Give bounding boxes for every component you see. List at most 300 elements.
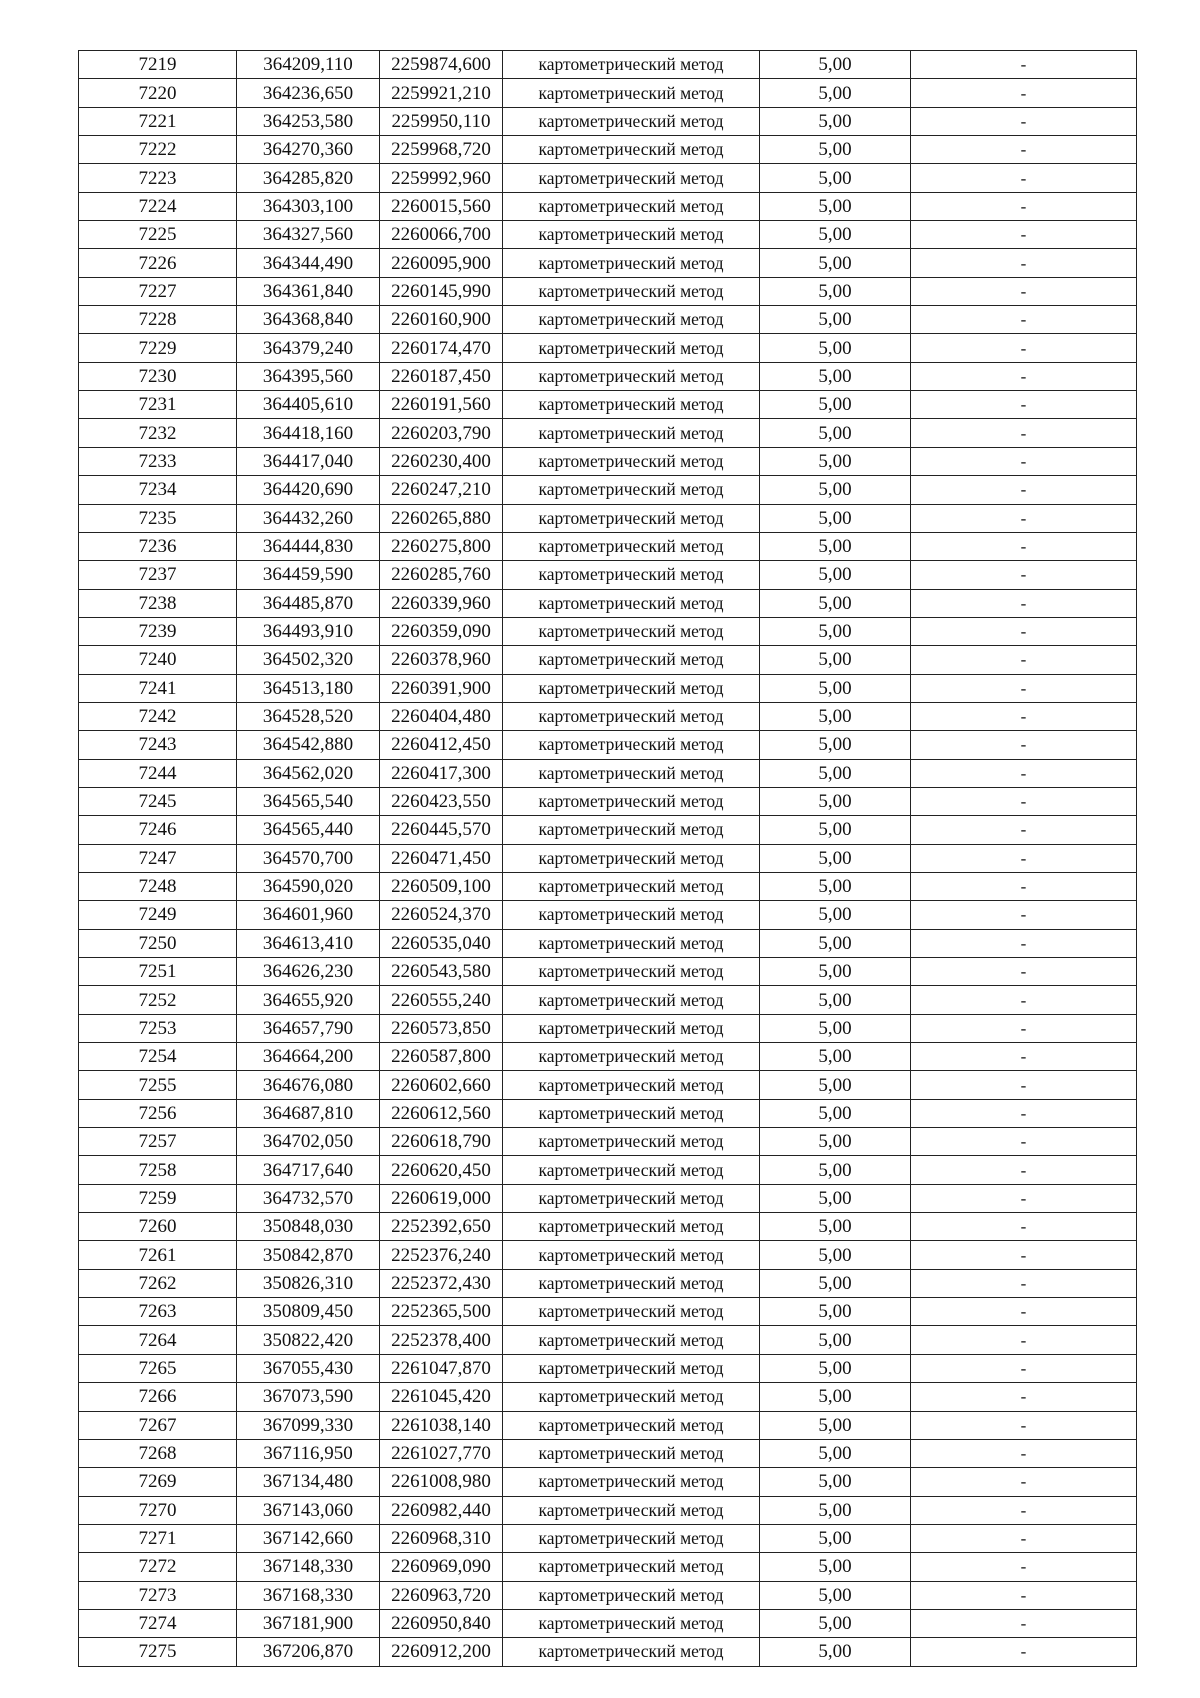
cell-note: - [911,1184,1137,1212]
cell-method: картометрический метод [503,1439,760,1467]
cell-coord-y: 2260969,090 [380,1553,503,1581]
cell-coord-x: 367168,330 [237,1581,380,1609]
cell-method: картометрический метод [503,51,760,79]
table-row [79,1638,1137,1666]
cell-coord-x: 364444,830 [237,532,380,560]
cell-coord-y: 2260471,450 [380,844,503,872]
cell-point-number: 7236 [79,532,237,560]
cell-point-number: 7246 [79,816,237,844]
cell-coord-y: 2260602,660 [380,1071,503,1099]
cell-accuracy: 5,00 [760,1468,911,1496]
cell-method: картометрический метод [503,221,760,249]
cell-point-number: 7222 [79,136,237,164]
cell-coord-x: 364570,700 [237,844,380,872]
cell-note: - [911,504,1137,532]
cell-coord-y: 2260339,960 [380,589,503,617]
table-row [79,1014,1137,1042]
cell-note: - [911,589,1137,617]
cell-coord-y: 2260404,480 [380,702,503,730]
cell-method: картометрический метод [503,986,760,1014]
cell-point-number: 7247 [79,844,237,872]
cell-method: картометрический метод [503,958,760,986]
table-row [79,1213,1137,1241]
cell-coord-x: 364493,910 [237,617,380,645]
table-row [79,674,1137,702]
cell-coord-x: 350809,450 [237,1298,380,1326]
cell-coord-y: 2260265,880 [380,504,503,532]
table-row [79,504,1137,532]
cell-coord-x: 364417,040 [237,447,380,475]
cell-accuracy: 5,00 [760,1128,911,1156]
cell-accuracy: 5,00 [760,51,911,79]
cell-method: картометрический метод [503,277,760,305]
cell-coord-y: 2260378,960 [380,646,503,674]
cell-coord-x: 364432,260 [237,504,380,532]
cell-coord-y: 2260230,400 [380,447,503,475]
cell-accuracy: 5,00 [760,1298,911,1326]
cell-note: - [911,1581,1137,1609]
cell-coord-x: 364676,080 [237,1071,380,1099]
cell-coord-x: 364565,540 [237,787,380,815]
cell-point-number: 7266 [79,1383,237,1411]
cell-coord-x: 364626,230 [237,958,380,986]
cell-point-number: 7261 [79,1241,237,1269]
table-row [79,1609,1137,1637]
cell-coord-y: 2260203,790 [380,419,503,447]
cell-note: - [911,1128,1137,1156]
cell-note: - [911,1269,1137,1297]
cell-note: - [911,1354,1137,1382]
cell-coord-x: 364379,240 [237,334,380,362]
cell-method: картометрический метод [503,504,760,532]
cell-method: картометрический метод [503,1043,760,1071]
cell-coord-x: 364303,100 [237,192,380,220]
cell-accuracy: 5,00 [760,1326,911,1354]
cell-coord-x: 350822,420 [237,1326,380,1354]
cell-note: - [911,901,1137,929]
cell-coord-y: 2261027,770 [380,1439,503,1467]
cell-note: - [911,929,1137,957]
cell-coord-y: 2260509,100 [380,872,503,900]
cell-note: - [911,1383,1137,1411]
table-row [79,589,1137,617]
cell-method: картометрический метод [503,1496,760,1524]
table-row [79,1439,1137,1467]
cell-coord-y: 2260391,900 [380,674,503,702]
cell-method: картометрический метод [503,702,760,730]
cell-accuracy: 5,00 [760,1553,911,1581]
cell-accuracy: 5,00 [760,1439,911,1467]
table-row [79,1496,1137,1524]
cell-point-number: 7238 [79,589,237,617]
cell-accuracy: 5,00 [760,901,911,929]
cell-note: - [911,731,1137,759]
cell-note: - [911,617,1137,645]
cell-coord-x: 364664,200 [237,1043,380,1071]
cell-method: картометрический метод [503,929,760,957]
table-row [79,1354,1137,1382]
cell-accuracy: 5,00 [760,306,911,334]
cell-point-number: 7221 [79,107,237,135]
cell-method: картометрический метод [503,1354,760,1382]
cell-method: картометрический метод [503,447,760,475]
cell-point-number: 7260 [79,1213,237,1241]
cell-accuracy: 5,00 [760,872,911,900]
cell-note: - [911,1609,1137,1637]
cell-coord-x: 364528,520 [237,702,380,730]
cell-accuracy: 5,00 [760,731,911,759]
cell-note: - [911,164,1137,192]
table-row [79,1411,1137,1439]
cell-point-number: 7252 [79,986,237,1014]
cell-point-number: 7265 [79,1354,237,1382]
cell-coord-y: 2260968,310 [380,1524,503,1552]
cell-note: - [911,787,1137,815]
cell-note: - [911,1241,1137,1269]
cell-method: картометрический метод [503,1241,760,1269]
cell-point-number: 7228 [79,306,237,334]
cell-coord-x: 364485,870 [237,589,380,617]
cell-note: - [911,1326,1137,1354]
cell-coord-x: 367143,060 [237,1496,380,1524]
cell-point-number: 7268 [79,1439,237,1467]
cell-coord-x: 364687,810 [237,1099,380,1127]
cell-accuracy: 5,00 [760,532,911,560]
cell-note: - [911,872,1137,900]
cell-coord-y: 2261045,420 [380,1383,503,1411]
cell-note: - [911,1496,1137,1524]
table-row [79,362,1137,390]
table-row [79,1128,1137,1156]
cell-point-number: 7256 [79,1099,237,1127]
table-row [79,164,1137,192]
cell-method: картометрический метод [503,1609,760,1637]
table-row [79,192,1137,220]
cell-accuracy: 5,00 [760,419,911,447]
cell-accuracy: 5,00 [760,362,911,390]
cell-coord-y: 2260187,450 [380,362,503,390]
cell-note: - [911,844,1137,872]
cell-method: картометрический метод [503,1326,760,1354]
cell-accuracy: 5,00 [760,192,911,220]
cell-coord-x: 350842,870 [237,1241,380,1269]
table-row [79,1383,1137,1411]
cell-accuracy: 5,00 [760,504,911,532]
cell-coord-x: 364565,440 [237,816,380,844]
table-row [79,731,1137,759]
cell-point-number: 7227 [79,277,237,305]
table-row [79,787,1137,815]
cell-method: картометрический метод [503,1411,760,1439]
cell-note: - [911,249,1137,277]
cell-note: - [911,136,1137,164]
cell-point-number: 7233 [79,447,237,475]
cell-accuracy: 5,00 [760,844,911,872]
cell-coord-y: 2260417,300 [380,759,503,787]
cell-note: - [911,362,1137,390]
cell-note: - [911,306,1137,334]
cell-point-number: 7262 [79,1269,237,1297]
table-row [79,447,1137,475]
cell-method: картометрический метод [503,1581,760,1609]
cell-point-number: 7244 [79,759,237,787]
cell-coord-x: 350826,310 [237,1269,380,1297]
cell-accuracy: 5,00 [760,1581,911,1609]
cell-accuracy: 5,00 [760,136,911,164]
cell-coord-x: 364590,020 [237,872,380,900]
cell-point-number: 7271 [79,1524,237,1552]
cell-note: - [911,1411,1137,1439]
cell-method: картометрический метод [503,561,760,589]
cell-note: - [911,1213,1137,1241]
cell-method: картометрический метод [503,1128,760,1156]
cell-accuracy: 5,00 [760,1071,911,1099]
cell-point-number: 7234 [79,476,237,504]
table-row [79,79,1137,107]
cell-point-number: 7241 [79,674,237,702]
cell-note: - [911,334,1137,362]
cell-coord-y: 2260412,450 [380,731,503,759]
cell-method: картометрический метод [503,79,760,107]
cell-method: картометрический метод [503,901,760,929]
cell-method: картометрический метод [503,1213,760,1241]
cell-point-number: 7257 [79,1128,237,1156]
cell-accuracy: 5,00 [760,476,911,504]
cell-coord-x: 364253,580 [237,107,380,135]
table-row [79,1241,1137,1269]
cell-accuracy: 5,00 [760,1524,911,1552]
cell-method: картометрический метод [503,1524,760,1552]
cell-note: - [911,79,1137,107]
cell-coord-y: 2260618,790 [380,1128,503,1156]
table-row [79,816,1137,844]
table-row [79,901,1137,929]
cell-note: - [911,107,1137,135]
cell-method: картометрический метод [503,1014,760,1042]
cell-coord-x: 364368,840 [237,306,380,334]
cell-method: картометрический метод [503,1099,760,1127]
cell-point-number: 7243 [79,731,237,759]
cell-coord-x: 364236,650 [237,79,380,107]
table-row [79,107,1137,135]
cell-point-number: 7273 [79,1581,237,1609]
cell-point-number: 7251 [79,958,237,986]
cell-point-number: 7255 [79,1071,237,1099]
cell-coord-y: 2260912,200 [380,1638,503,1666]
cell-coord-y: 2261008,980 [380,1468,503,1496]
table-row [79,1099,1137,1127]
cell-accuracy: 5,00 [760,249,911,277]
cell-method: картометрический метод [503,391,760,419]
cell-coord-x: 367206,870 [237,1638,380,1666]
cell-note: - [911,1524,1137,1552]
cell-point-number: 7249 [79,901,237,929]
cell-point-number: 7231 [79,391,237,419]
cell-note: - [911,277,1137,305]
table-row [79,391,1137,419]
cell-point-number: 7230 [79,362,237,390]
cell-note: - [911,51,1137,79]
table-row [79,1269,1137,1297]
cell-coord-y: 2260535,040 [380,929,503,957]
cell-accuracy: 5,00 [760,164,911,192]
cell-coord-x: 364270,360 [237,136,380,164]
cell-method: картометрический метод [503,476,760,504]
cell-coord-x: 364395,560 [237,362,380,390]
cell-coord-y: 2259950,110 [380,107,503,135]
cell-point-number: 7267 [79,1411,237,1439]
cell-coord-x: 364657,790 [237,1014,380,1042]
cell-method: картометрический метод [503,816,760,844]
cell-method: картометрический метод [503,1553,760,1581]
cell-method: картометрический метод [503,646,760,674]
table-row [79,1326,1137,1354]
cell-point-number: 7225 [79,221,237,249]
cell-method: картометрический метод [503,1298,760,1326]
cell-point-number: 7232 [79,419,237,447]
table-row [79,561,1137,589]
cell-method: картометрический метод [503,1638,760,1666]
cell-coord-y: 2259921,210 [380,79,503,107]
table-row [79,1071,1137,1099]
cell-accuracy: 5,00 [760,107,911,135]
cell-note: - [911,1553,1137,1581]
cell-point-number: 7264 [79,1326,237,1354]
cell-coord-x: 367099,330 [237,1411,380,1439]
cell-accuracy: 5,00 [760,1354,911,1382]
cell-coord-x: 364418,160 [237,419,380,447]
cell-method: картометрический метод [503,617,760,645]
cell-method: картометрический метод [503,787,760,815]
cell-method: картометрический метод [503,731,760,759]
cell-coord-x: 364732,570 [237,1184,380,1212]
cell-point-number: 7220 [79,79,237,107]
table-row [79,958,1137,986]
cell-coord-y: 2260612,560 [380,1099,503,1127]
cell-coord-x: 364502,320 [237,646,380,674]
table-row [79,929,1137,957]
table-row [79,617,1137,645]
cell-coord-y: 2260445,570 [380,816,503,844]
cell-point-number: 7275 [79,1638,237,1666]
cell-coord-y: 2252365,500 [380,1298,503,1326]
table-row [79,1184,1137,1212]
cell-coord-y: 2259968,720 [380,136,503,164]
cell-accuracy: 5,00 [760,1411,911,1439]
cell-coord-y: 2260963,720 [380,1581,503,1609]
table-row [79,872,1137,900]
cell-coord-x: 367055,430 [237,1354,380,1382]
cell-coord-y: 2260160,900 [380,306,503,334]
cell-point-number: 7229 [79,334,237,362]
cell-coord-y: 2260619,000 [380,1184,503,1212]
cell-coord-y: 2260555,240 [380,986,503,1014]
cell-note: - [911,561,1137,589]
cell-coord-y: 2259992,960 [380,164,503,192]
cell-point-number: 7239 [79,617,237,645]
cell-accuracy: 5,00 [760,617,911,645]
cell-accuracy: 5,00 [760,646,911,674]
cell-coord-y: 2261038,140 [380,1411,503,1439]
cell-coord-x: 364459,590 [237,561,380,589]
cell-coord-y: 2260275,800 [380,532,503,560]
cell-method: картометрический метод [503,334,760,362]
cell-method: картометрический метод [503,107,760,135]
cell-coord-x: 364717,640 [237,1156,380,1184]
cell-method: картометрический метод [503,589,760,617]
cell-accuracy: 5,00 [760,1156,911,1184]
cell-coord-y: 2260359,090 [380,617,503,645]
table-row [79,986,1137,1014]
cell-coord-y: 2260285,760 [380,561,503,589]
cell-note: - [911,1298,1137,1326]
cell-note: - [911,1099,1137,1127]
cell-coord-y: 2260950,840 [380,1609,503,1637]
cell-coord-y: 2252392,650 [380,1213,503,1241]
cell-coord-x: 364209,110 [237,51,380,79]
cell-coord-x: 367181,900 [237,1609,380,1637]
cell-note: - [911,1071,1137,1099]
table-row [79,476,1137,504]
cell-coord-y: 2260191,560 [380,391,503,419]
table-row [79,1156,1137,1184]
cell-coord-y: 2260095,900 [380,249,503,277]
cell-method: картометрический метод [503,419,760,447]
table-row [79,221,1137,249]
cell-point-number: 7248 [79,872,237,900]
cell-accuracy: 5,00 [760,1241,911,1269]
cell-coord-y: 2260982,440 [380,1496,503,1524]
cell-method: картометрический метод [503,136,760,164]
cell-accuracy: 5,00 [760,1213,911,1241]
cell-coord-y: 2252376,240 [380,1241,503,1269]
cell-coord-x: 364655,920 [237,986,380,1014]
cell-point-number: 7274 [79,1609,237,1637]
cell-coord-x: 367116,950 [237,1439,380,1467]
cell-point-number: 7219 [79,51,237,79]
cell-note: - [911,816,1137,844]
cell-coord-y: 2260620,450 [380,1156,503,1184]
cell-coord-x: 367073,590 [237,1383,380,1411]
cell-coord-x: 367148,330 [237,1553,380,1581]
cell-method: картометрический метод [503,1269,760,1297]
cell-accuracy: 5,00 [760,816,911,844]
cell-point-number: 7253 [79,1014,237,1042]
cell-accuracy: 5,00 [760,277,911,305]
cell-method: картометрический метод [503,759,760,787]
cell-accuracy: 5,00 [760,1043,911,1071]
cell-accuracy: 5,00 [760,929,911,957]
cell-coord-y: 2260174,470 [380,334,503,362]
cell-point-number: 7272 [79,1553,237,1581]
cell-coord-x: 364285,820 [237,164,380,192]
cell-note: - [911,1638,1137,1666]
cell-accuracy: 5,00 [760,674,911,702]
cell-point-number: 7250 [79,929,237,957]
cell-coord-x: 364702,050 [237,1128,380,1156]
cell-note: - [911,674,1137,702]
cell-accuracy: 5,00 [760,221,911,249]
cell-method: картометрический метод [503,362,760,390]
cell-method: картометрический метод [503,249,760,277]
cell-method: картометрический метод [503,1468,760,1496]
cell-coord-y: 2252378,400 [380,1326,503,1354]
table-row [79,277,1137,305]
cell-note: - [911,1014,1137,1042]
cell-accuracy: 5,00 [760,1269,911,1297]
cell-note: - [911,447,1137,475]
cell-point-number: 7269 [79,1468,237,1496]
